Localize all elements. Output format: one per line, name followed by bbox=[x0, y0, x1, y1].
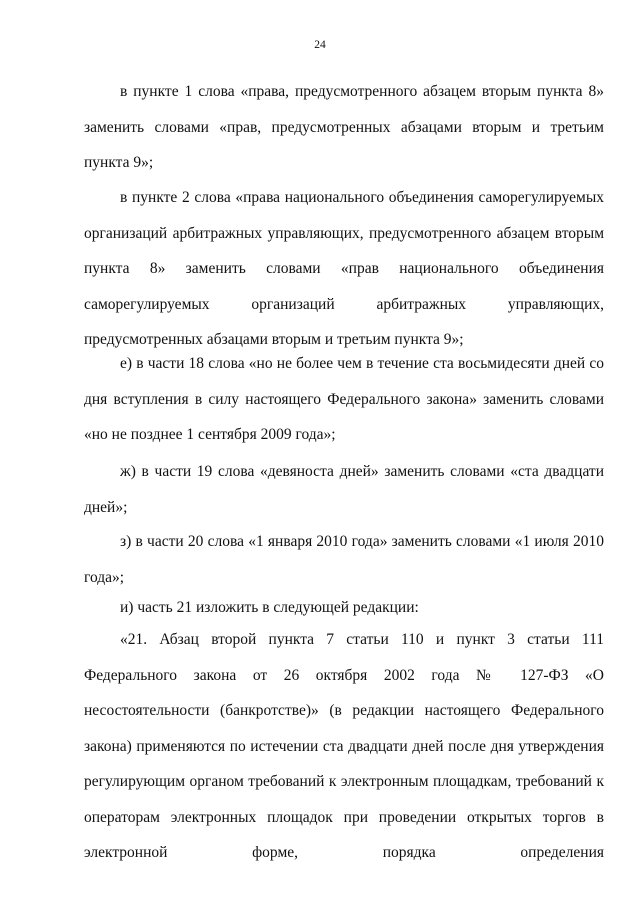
paragraph-6: и) часть 21 изложить в следующей редакции: bbox=[120, 599, 419, 616]
paragraph-5: з) в части 20 слова «1 января 2010 года» заменить словами «1 июля 2010 года»; bbox=[84, 533, 604, 586]
paragraph-7: «21. Абзац второй пункта 7 статьи 110 и пункт 3 статьи 111 Федерального закона от 26 октября 2002 года № 127-ФЗ «О несостоятельности (банкротстве)» (в редакции настоящего Федерального закона) применяются по истечении ста двадцати дней после дня утверждения регулирующим органом требований к электронным площадкам, требований к операторам электронных площадок при проведении открытых торгов в электронной форме, порядка определения bbox=[84, 631, 604, 861]
paragraph-1: в пункте 1 слова «права, предусмотренного абзацем вторым пункта 8» заменить словами «прав, предусмотренных абзацами вторым и третьим пункта 9»; bbox=[84, 83, 604, 171]
page-number: 24 bbox=[314, 39, 326, 51]
paragraph-3: е) в части 18 слова «но не более чем в течение ста восьмидесяти дней со дня вступления в силу настоящего Федерального закона» заменить словами «но не позднее 1 сентября 2009 года»; bbox=[84, 355, 604, 443]
paragraph-4: ж) в части 19 слова «девяноста дней» заменить словами «ста двадцати дней»; bbox=[84, 463, 604, 516]
paragraph-2: в пункте 2 слова «права национального объединения саморегулируемых организаций арбитражных управляющих, предусмотренного абзацем вторым пункта 8» заменить словами «прав национального объединения саморегулируемых организаций арбитражных управляющих, предусмотренных абзацами вторым и третьим пункта 9»; bbox=[84, 189, 604, 348]
